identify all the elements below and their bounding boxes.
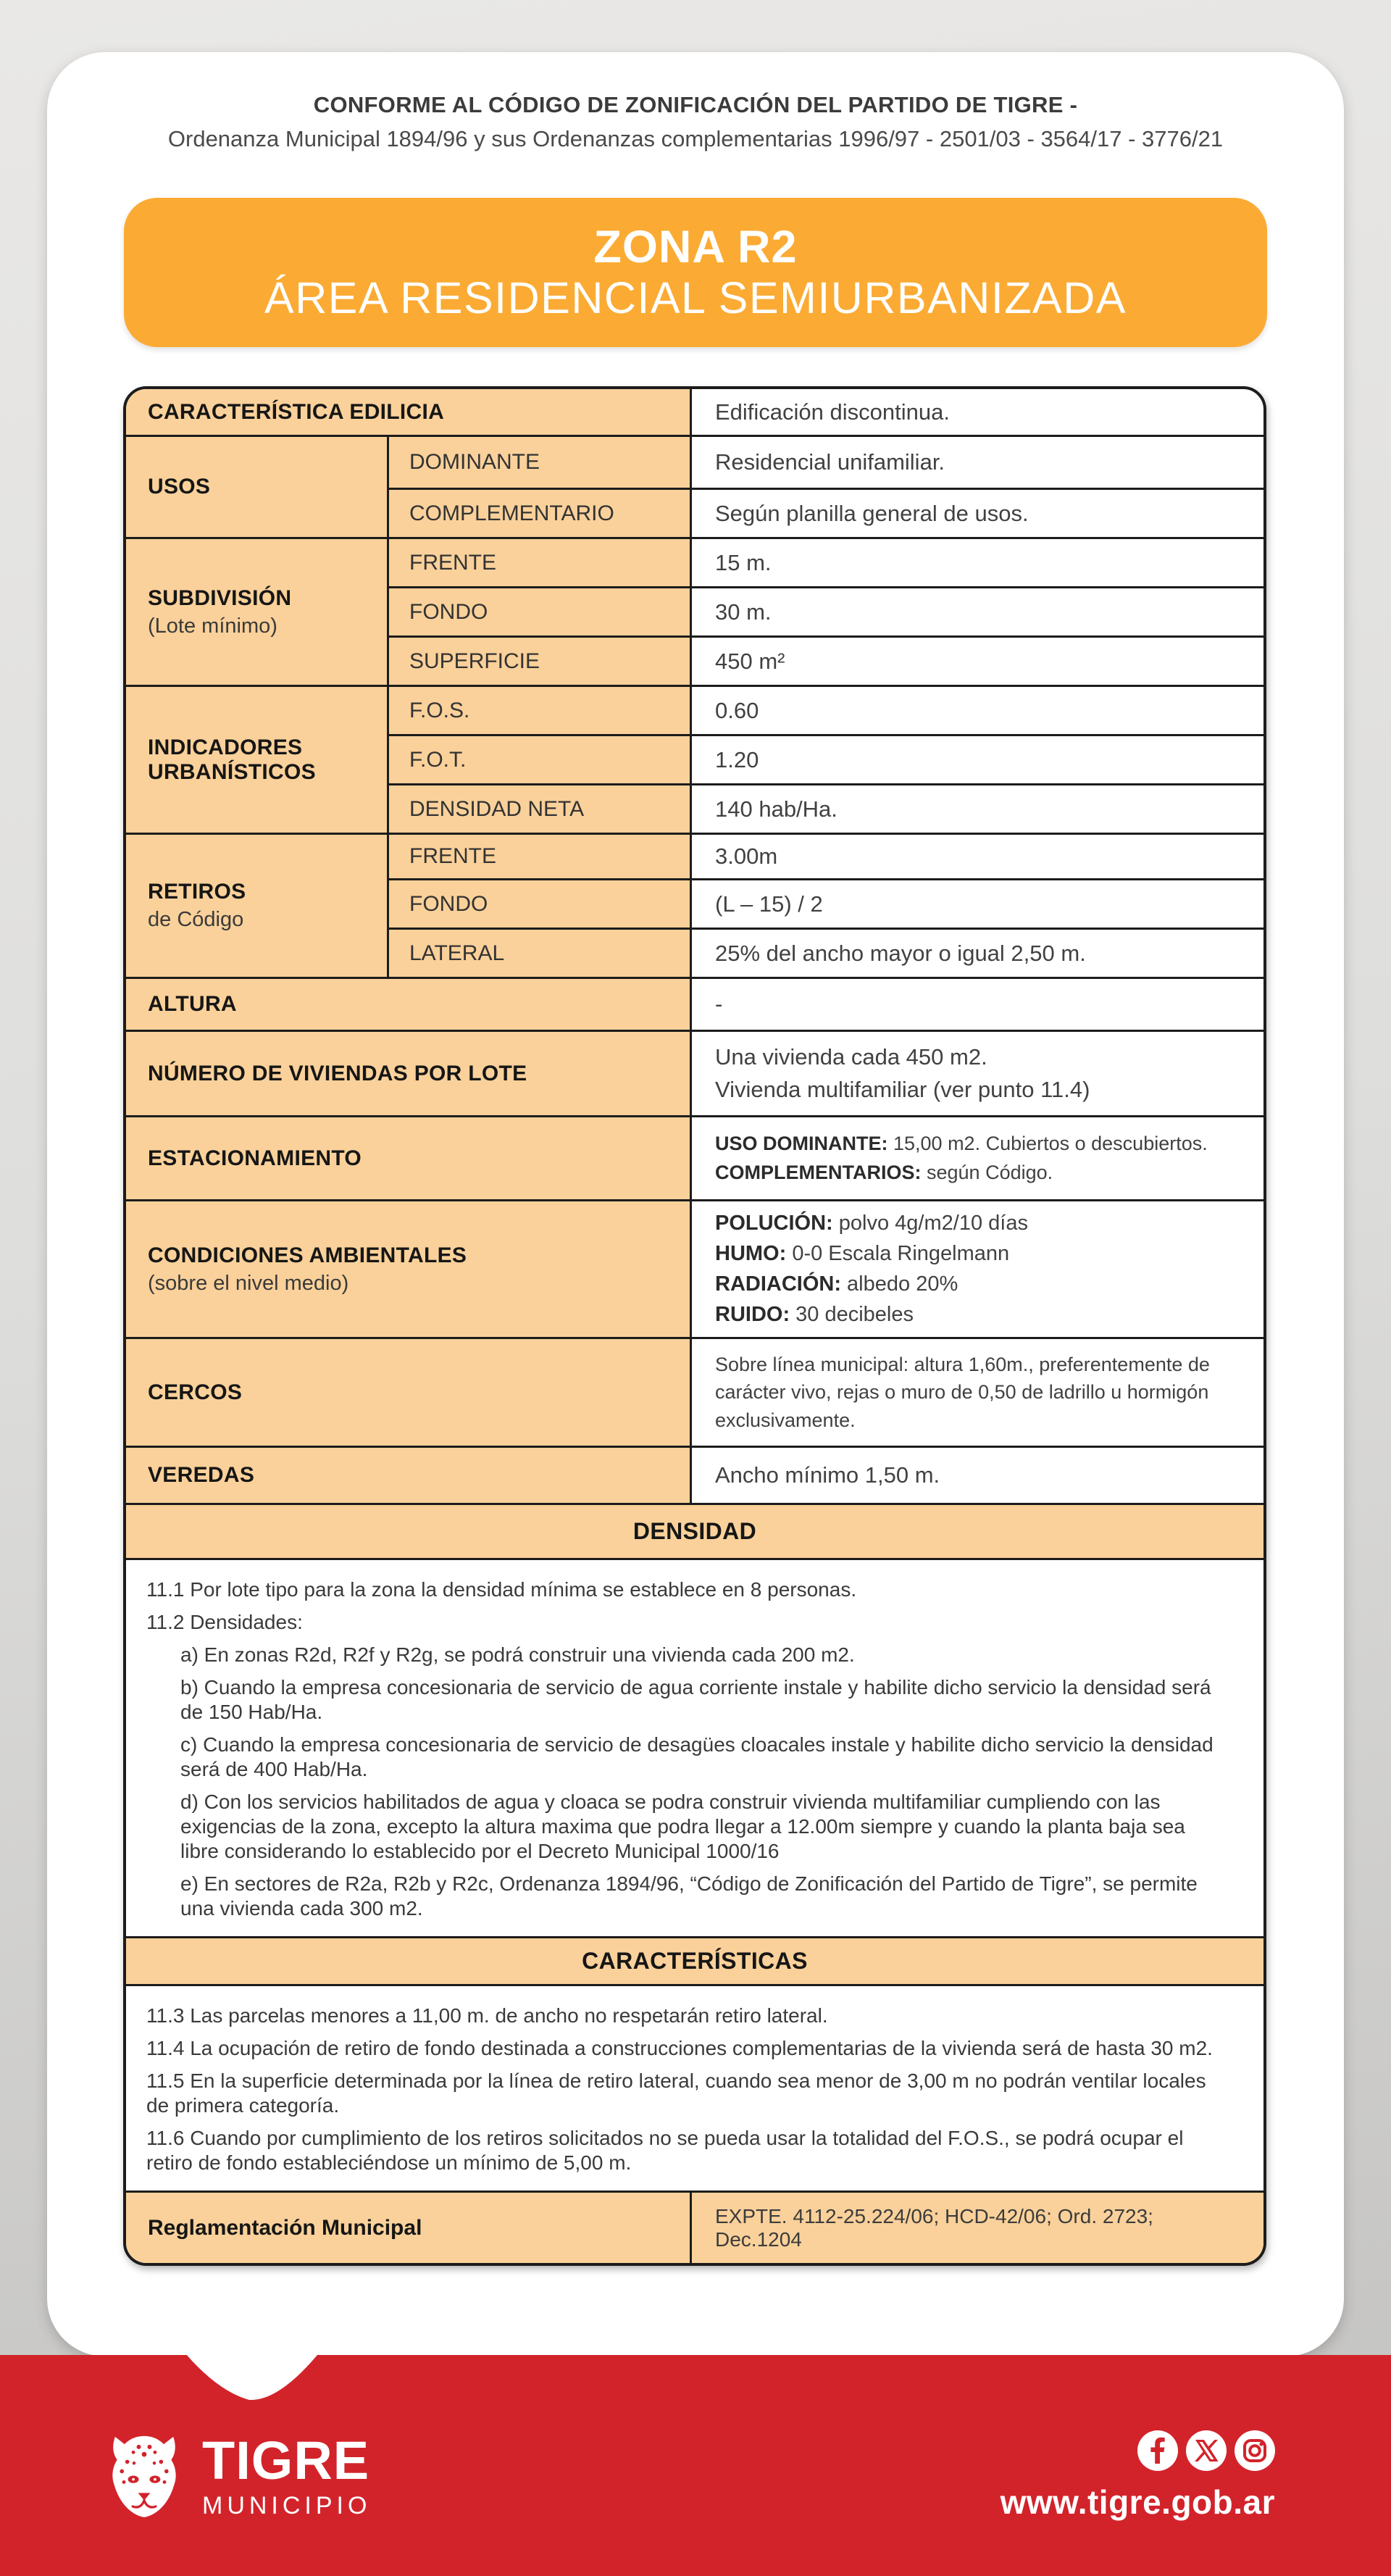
condiciones-line-polucion-key: POLUCIÓN: bbox=[715, 1212, 833, 1235]
row-numero-viviendas-value bbox=[690, 1030, 1263, 1115]
estacionamiento-line-complementarios bbox=[715, 1162, 1053, 1184]
zone-subtitle: ÁREA RESIDENCIAL SEMIURBANIZADA bbox=[264, 273, 1127, 322]
altura-label: ALTURA bbox=[148, 992, 237, 1016]
usos-sub-dominante: DOMINANTE bbox=[387, 435, 690, 488]
indicadores-sub-densidad-neta: DENSIDAD NETA bbox=[387, 783, 690, 833]
estacionamiento-line-complementarios-text: según Código. bbox=[921, 1162, 1053, 1183]
condiciones-line-polucion-text: polvo 4g/m2/10 días bbox=[832, 1212, 1028, 1235]
facebook-icon bbox=[1137, 2430, 1178, 2471]
subdivision-label: SUBDIVISIÓN bbox=[148, 585, 292, 610]
brand-text bbox=[202, 2430, 372, 2519]
indicadores-label: INDICADORES bbox=[148, 735, 303, 759]
website-url: www.tigre.gob.ar bbox=[1000, 2483, 1275, 2521]
instagram-icon bbox=[1235, 2430, 1275, 2471]
retiros-sub-lateral: LATERAL bbox=[387, 928, 690, 977]
subdivision-sub-frente: FRENTE bbox=[387, 537, 690, 586]
row-numero-viviendas-label bbox=[126, 1030, 690, 1115]
retiros-sub-fondo: FONDO bbox=[387, 878, 690, 928]
subdivision-value-fondo: 30 m. bbox=[690, 586, 1263, 635]
zoning-sheet-card bbox=[47, 52, 1344, 2356]
densidad-item-e: e) En sectores de R2a, R2b y R2c, Ordenanza 1894/96, “Código de Zonificación del Partido de Tigre”, se permite una vivienda cada 300 m2. bbox=[180, 1872, 1198, 1920]
row-altura-label bbox=[126, 977, 690, 1030]
zoning-table bbox=[123, 386, 1266, 2266]
densidad-item-a: a) En zonas R2d, R2f y R2g, se podrá construir una vivienda cada 200 m2. bbox=[180, 1643, 855, 1666]
densidad-paragraph-11-1: 11.1 Por lote tipo para la zona la densidad mínima se establece en 8 personas. bbox=[146, 1578, 857, 1601]
condiciones-line-radiacion bbox=[715, 1272, 958, 1296]
retiros-sub-frente: FRENTE bbox=[387, 833, 690, 878]
densidad-item-b: b) Cuando la empresa concesionaria de servicio de agua corriente instale y habilite dicho servicio la densidad será de 150 Hab/Ha. bbox=[180, 1676, 1211, 1723]
indicadores-label2: URBANÍSTICOS bbox=[148, 759, 316, 784]
x-icon bbox=[1186, 2430, 1227, 2471]
densidad-section-header: DENSIDAD bbox=[126, 1503, 1263, 1558]
condiciones-line-polucion bbox=[715, 1212, 1028, 1235]
estacionamiento-line-dominante-text: 15,00 m2. Cubiertos o descubiertos. bbox=[887, 1133, 1208, 1154]
usos-label: USOS bbox=[148, 475, 211, 499]
row-altura-value: - bbox=[690, 977, 1263, 1030]
indicadores-sub-fos: F.O.S. bbox=[387, 685, 690, 734]
conformity-note-line2: Ordenanza Municipal 1894/96 y sus Ordenanzas complementarias 1996/97 - 2501/03 - 3564/17 - 3776/21 bbox=[167, 125, 1224, 151]
caracteristicas-section-body bbox=[126, 1984, 1263, 2191]
estacionamiento-label: ESTACIONAMIENTO bbox=[148, 1146, 362, 1170]
indicadores-value-densidad-neta: 140 hab/Ha. bbox=[690, 783, 1263, 833]
condiciones-line-radiacion-key: RADIACIÓN: bbox=[715, 1272, 841, 1296]
row-caracteristica-edilicia-label bbox=[126, 389, 690, 435]
retiros-value-fondo: (L – 15) / 2 bbox=[690, 878, 1263, 928]
retiros-value-frente: 3.00m bbox=[690, 833, 1263, 878]
condiciones-line-humo bbox=[715, 1242, 1009, 1266]
cercos-label: CERCOS bbox=[148, 1380, 243, 1404]
retiros-value-lateral: 25% del ancho mayor o igual 2,50 m. bbox=[690, 928, 1263, 977]
reglamentacion-label: Reglamentación Municipal bbox=[148, 2215, 422, 2240]
row-reglamentacion-value: EXPTE. 4112-25.224/06; HCD-42/06; Ord. 2723; Dec.1204 bbox=[690, 2191, 1263, 2263]
caracteristicas-item-11-5: 11.5 En la superficie determinada por la línea de retiro lateral, cuando sea menor de 3,00 m no podrán ventilar locales de primera categoría. bbox=[146, 2069, 1206, 2117]
subdivision-value-frente: 15 m. bbox=[690, 537, 1263, 586]
subdivision-sub-superficie: SUPERFICIE bbox=[387, 635, 690, 685]
row-estacionamiento-label bbox=[126, 1115, 690, 1199]
subdivision-value-superficie: 450 m² bbox=[690, 635, 1263, 685]
row-condiciones-label bbox=[126, 1199, 690, 1337]
densidad-section-body bbox=[126, 1558, 1263, 1936]
brand-subtitle: MUNICIPIO bbox=[202, 2491, 372, 2519]
row-caracteristica-edilicia-value: Edificación discontinua. bbox=[690, 389, 1263, 435]
numero-viviendas-value-line1: Una vivienda cada 450 m2. bbox=[715, 1044, 987, 1070]
densidad-item-c: c) Cuando la empresa concesionaria de servicio de desagües cloacales instale y habilite dicho servicio la densidad será de 400 Hab/Ha. bbox=[180, 1733, 1214, 1780]
condiciones-line-ruido-text: 30 decibeles bbox=[790, 1303, 914, 1326]
densidad-item-d: d) Con los servicios habilitados de agua y cloaca se podra construir vivienda multifamiliar cumpliendo con las exigencias de la zona, excepto la altura maxima que podra llegar a 12.00m siempre y cuando la planta baja sea libre considerando lo establecido por el Decreto Municipal 1000/16 bbox=[180, 1791, 1185, 1862]
zone-title: ZONA R2 bbox=[593, 222, 798, 272]
social-icons bbox=[1137, 2430, 1275, 2471]
brand-name: TIGRE bbox=[202, 2430, 370, 2490]
conformity-note-line1: CONFORME AL CÓDIGO DE ZONIFICACIÓN DEL PARTIDO DE TIGRE - bbox=[313, 92, 1078, 117]
row-veredas-value: Ancho mínimo 1,50 m. bbox=[690, 1446, 1263, 1503]
footer-right bbox=[1001, 2430, 1275, 2522]
row-condiciones-value bbox=[690, 1199, 1263, 1337]
condiciones-line-ruido-key: RUIDO: bbox=[715, 1303, 790, 1326]
row-indicadores-label bbox=[126, 685, 387, 833]
densidad-paragraph-11-2: 11.2 Densidades: bbox=[146, 1611, 303, 1633]
numero-viviendas-value-line2: Vivienda multifamiliar (ver punto 11.4) bbox=[715, 1077, 1090, 1102]
footer bbox=[0, 2355, 1391, 2576]
row-estacionamiento-value bbox=[690, 1115, 1263, 1199]
indicadores-value-fos: 0.60 bbox=[690, 685, 1263, 734]
usos-value-complementario: Según planilla general de usos. bbox=[690, 488, 1263, 537]
subdivision-note: (Lote mínimo) bbox=[148, 614, 277, 638]
caracteristicas-item-11-3: 11.3 Las parcelas menores a 11,00 m. de ancho no respetarán retiro lateral. bbox=[146, 2004, 828, 2027]
retiros-label: RETIROS bbox=[148, 880, 246, 904]
estacionamiento-line-dominante bbox=[715, 1133, 1208, 1155]
condiciones-line-ruido bbox=[715, 1303, 914, 1327]
usos-value-dominante: Residencial unifamiliar. bbox=[690, 435, 1263, 488]
row-reglamentacion-label bbox=[126, 2191, 690, 2263]
jaguar-logo-icon bbox=[104, 2430, 185, 2522]
usos-sub-complementario: COMPLEMENTARIO bbox=[387, 488, 690, 537]
row-retiros-label bbox=[126, 833, 387, 977]
subdivision-sub-fondo: FONDO bbox=[387, 586, 690, 635]
condiciones-note: (sobre el nivel medio) bbox=[148, 1271, 349, 1295]
tigre-brand-logo bbox=[104, 2430, 371, 2522]
caracteristicas-item-11-4: 11.4 La ocupación de retiro de fondo destinada a construcciones complementarias de la vivienda será de hasta 30 m2. bbox=[146, 2037, 1213, 2059]
row-veredas-label bbox=[126, 1446, 690, 1503]
condiciones-line-humo-key: HUMO: bbox=[715, 1242, 787, 1265]
row-subdivision-label bbox=[126, 537, 387, 685]
conformity-note bbox=[123, 88, 1268, 156]
estacionamiento-line-dominante-key: USO DOMINANTE: bbox=[715, 1133, 888, 1154]
condiciones-line-radiacion-text: albedo 20% bbox=[841, 1272, 958, 1296]
retiros-note: de Código bbox=[148, 908, 244, 931]
zone-banner bbox=[124, 198, 1267, 347]
row-cercos-label bbox=[126, 1337, 690, 1446]
cercos-value-text: Sobre línea municipal: altura 1,60m., preferentemente de carácter vivo, rejas o muro de 0,50 de ladrillo u hormigón exclusivamente. bbox=[715, 1354, 1210, 1431]
row-cercos-value bbox=[690, 1337, 1263, 1446]
caracteristicas-item-11-6: 11.6 Cuando por cumplimiento de los retiros solicitados no se pueda usar la totalidad del F.O.S., se podrá ocupar el retiro de fondo estableciéndose un mínimo de 5,00 m. bbox=[146, 2127, 1184, 2174]
row-usos-label bbox=[126, 435, 387, 537]
caracteristica-edilicia-label: CARACTERÍSTICA EDILICIA bbox=[148, 399, 445, 424]
veredas-label: VEREDAS bbox=[148, 1463, 255, 1487]
indicadores-sub-fot: F.O.T. bbox=[387, 734, 690, 783]
estacionamiento-line-complementarios-key: COMPLEMENTARIOS: bbox=[715, 1162, 922, 1183]
card-tail-notch bbox=[185, 2354, 317, 2407]
numero-viviendas-label: NÚMERO DE VIVIENDAS POR LOTE bbox=[148, 1061, 527, 1085]
condiciones-label: CONDICIONES AMBIENTALES bbox=[148, 1243, 467, 1267]
caracteristicas-section-header: CARACTERÍSTICAS bbox=[126, 1936, 1263, 1984]
indicadores-value-fot: 1.20 bbox=[690, 734, 1263, 783]
condiciones-line-humo-text: 0-0 Escala Ringelmann bbox=[786, 1242, 1010, 1265]
